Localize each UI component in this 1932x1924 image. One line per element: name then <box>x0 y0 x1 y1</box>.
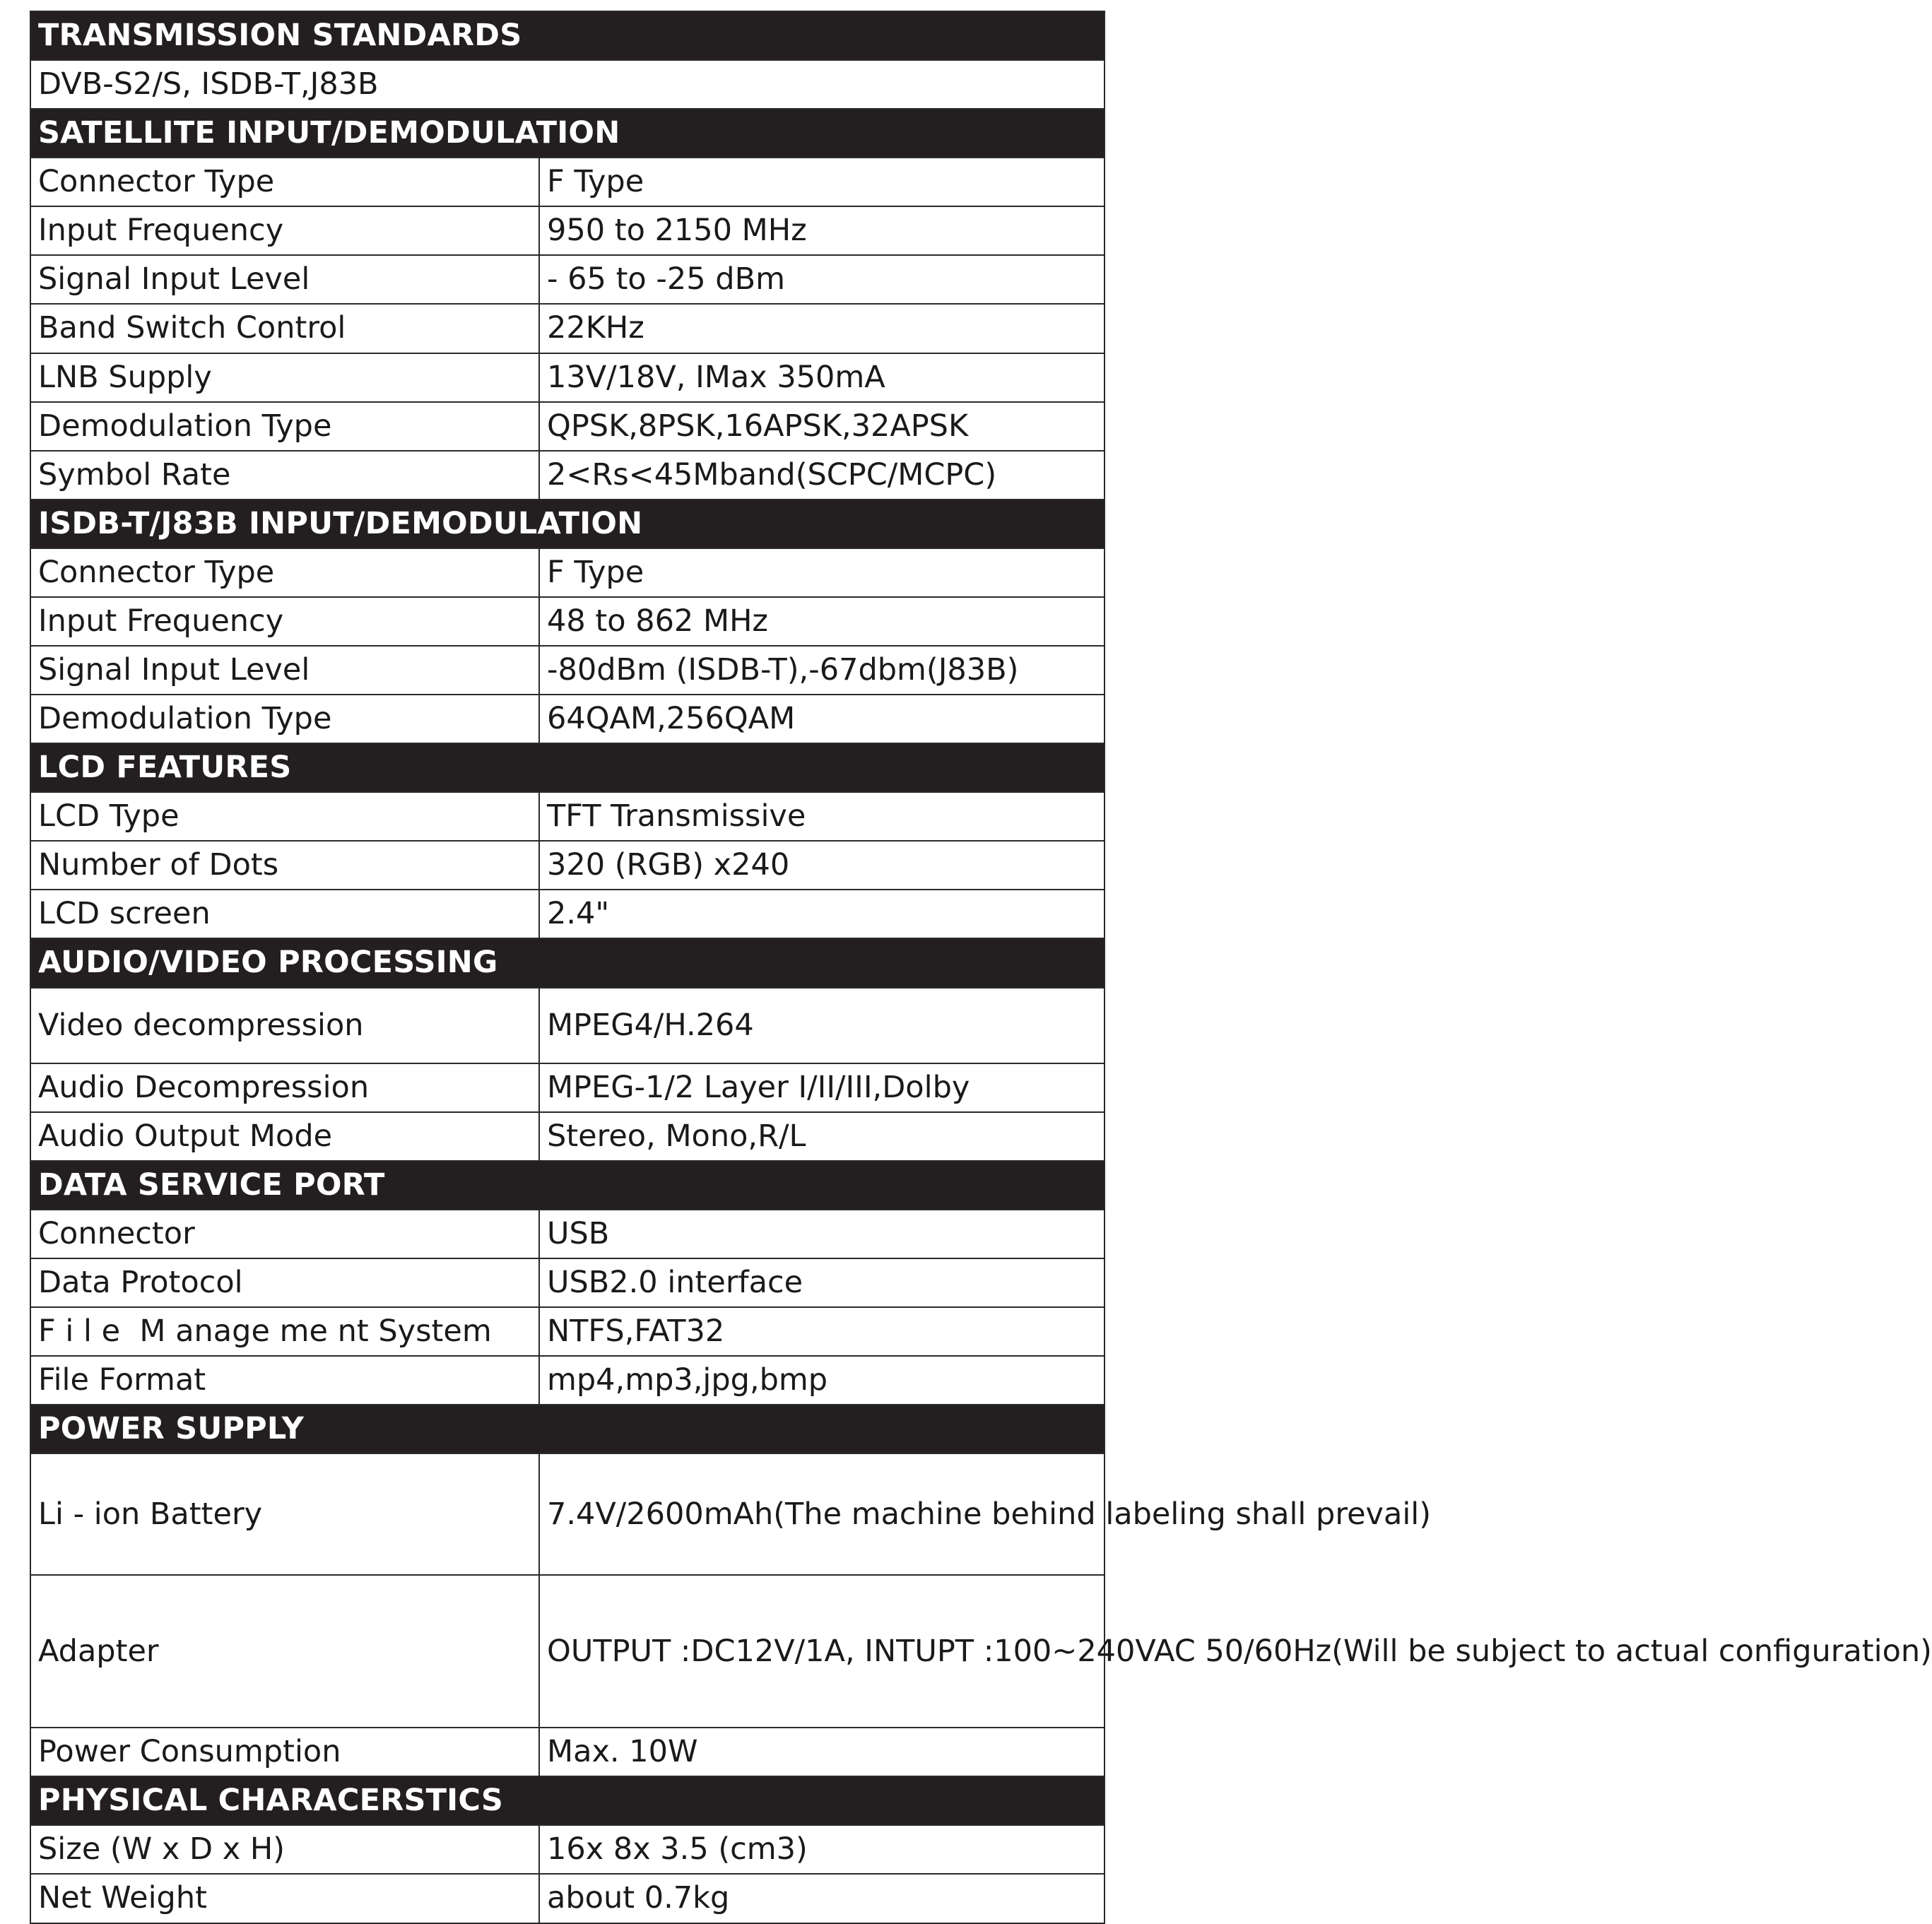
section-title: TRANSMISSION STANDARDS <box>30 11 1105 60</box>
row-label: Band Switch Control <box>30 304 539 353</box>
row-label: Size (W x D x H) <box>30 1825 539 1874</box>
row-value: 2.4" <box>539 890 1105 938</box>
section-title: LCD FEATURES <box>30 743 1105 792</box>
section-title: DATA SERVICE PORT <box>30 1161 1105 1210</box>
row-value: NTFS,FAT32 <box>539 1307 1105 1356</box>
row-label: Adapter <box>30 1575 539 1728</box>
spec-table <box>30 11 1932 1924</box>
section-header-physical <box>30 1776 1105 1825</box>
table-row <box>30 1825 1105 1874</box>
section-title: SATELLITE INPUT/DEMODULATION <box>30 109 1105 158</box>
table-row <box>30 890 1105 938</box>
row-value: 7.4V/2600mAh(The machine behind labeling shall prevail) <box>539 1453 1105 1575</box>
section-title: AUDIO/VIDEO PROCESSING <box>30 938 1105 987</box>
table-row <box>30 1728 1105 1776</box>
section-title: ISDB-T/J83B INPUT/DEMODULATION <box>30 500 1105 548</box>
table-row <box>30 1453 1105 1575</box>
section-header-lcd <box>30 743 1105 792</box>
row-value: about 0.7kg <box>539 1874 1105 1923</box>
table-row <box>30 353 1105 402</box>
row-value: 13V/18V, IMax 350mA <box>539 353 1105 402</box>
table-row <box>30 597 1105 646</box>
row-label: Net Weight <box>30 1874 539 1923</box>
row-value: -80dBm (ISDB-T),-67dbm(J83B) <box>539 646 1105 695</box>
row-value: - 65 to -25 dBm <box>539 255 1105 304</box>
row-label: Audio Output Mode <box>30 1112 539 1161</box>
section-header-transmission <box>30 11 1105 60</box>
table-row <box>30 1307 1105 1356</box>
table-row <box>30 1063 1105 1112</box>
row-label: Li - ion Battery <box>30 1453 539 1575</box>
table-row <box>30 206 1105 255</box>
table-row <box>30 841 1105 890</box>
row-label: Number of Dots <box>30 841 539 890</box>
section-header-power-supply <box>30 1405 1105 1453</box>
row-label: Input Frequency <box>30 206 539 255</box>
row-label: File Format <box>30 1356 539 1405</box>
table-row <box>30 1112 1105 1161</box>
row-label: Video decompression <box>30 988 539 1063</box>
row-value: 64QAM,256QAM <box>539 695 1105 743</box>
table-row <box>30 304 1105 353</box>
table-row <box>30 646 1105 695</box>
row-value: F Type <box>539 548 1105 597</box>
row-label: Signal Input Level <box>30 646 539 695</box>
section-title: PHYSICAL CHARACERSTICS <box>30 1776 1105 1825</box>
row-value: USB2.0 interface <box>539 1258 1105 1307</box>
row-label: Input Frequency <box>30 597 539 646</box>
row-value: Max. 10W <box>539 1728 1105 1776</box>
table-row <box>30 988 1105 1063</box>
table-row <box>30 158 1105 206</box>
row-label: Demodulation Type <box>30 402 539 451</box>
row-value: 22KHz <box>539 304 1105 353</box>
row-label: Audio Decompression <box>30 1063 539 1112</box>
section-header-data-service <box>30 1161 1105 1210</box>
row-value: F Type <box>539 158 1105 206</box>
row-value: 16x 8x 3.5 (cm3) <box>539 1825 1105 1874</box>
row-label: Power Consumption <box>30 1728 539 1776</box>
row-label: LCD Type <box>30 792 539 841</box>
table-row <box>30 255 1105 304</box>
row-value: mp4,mp3,jpg,bmp <box>539 1356 1105 1405</box>
row-label: LCD screen <box>30 890 539 938</box>
row-label: Data Protocol <box>30 1258 539 1307</box>
table-row <box>30 1874 1105 1923</box>
row-label: Connector Type <box>30 158 539 206</box>
row-value: 950 to 2150 MHz <box>539 206 1105 255</box>
table-row <box>30 695 1105 743</box>
section-header-audio-video <box>30 938 1105 987</box>
table-row <box>30 1210 1105 1258</box>
table-row <box>30 1356 1105 1405</box>
row-label: Symbol Rate <box>30 451 539 500</box>
row-value: TFT Transmissive <box>539 792 1105 841</box>
row-label: Connector Type <box>30 548 539 597</box>
row-value: 48 to 862 MHz <box>539 597 1105 646</box>
row-label: Signal Input Level <box>30 255 539 304</box>
section-header-satellite <box>30 109 1105 158</box>
row-value: OUTPUT :DC12V/1A, INTUPT :100~240VAC 50/60Hz(Will be subject to actual configuration) <box>539 1575 1105 1728</box>
table-row <box>30 792 1105 841</box>
row-label: Demodulation Type <box>30 695 539 743</box>
table-row <box>30 1575 1105 1728</box>
row-value: QPSK,8PSK,16APSK,32APSK <box>539 402 1105 451</box>
table-row <box>30 1258 1105 1307</box>
standards-value: DVB-S2/S, ISDB-T,J83B <box>30 60 1105 109</box>
row-value: MPEG-1/2 Layer I/II/III,Dolby <box>539 1063 1105 1112</box>
table-row <box>30 548 1105 597</box>
row-label: F i l e M anage me nt System <box>30 1307 539 1356</box>
table-row <box>30 402 1105 451</box>
section-title: POWER SUPPLY <box>30 1405 1105 1453</box>
row-value: MPEG4/H.264 <box>539 988 1105 1063</box>
row-label: Connector <box>30 1210 539 1258</box>
row-label: LNB Supply <box>30 353 539 402</box>
row-value: 320 (RGB) x240 <box>539 841 1105 890</box>
table-row <box>30 451 1105 500</box>
row-value: Stereo, Mono,R/L <box>539 1112 1105 1161</box>
row-value: 2<Rs<45Mband(SCPC/MCPC) <box>539 451 1105 500</box>
section-header-isdbt <box>30 500 1105 548</box>
table-row <box>30 60 1105 109</box>
row-value: USB <box>539 1210 1105 1258</box>
